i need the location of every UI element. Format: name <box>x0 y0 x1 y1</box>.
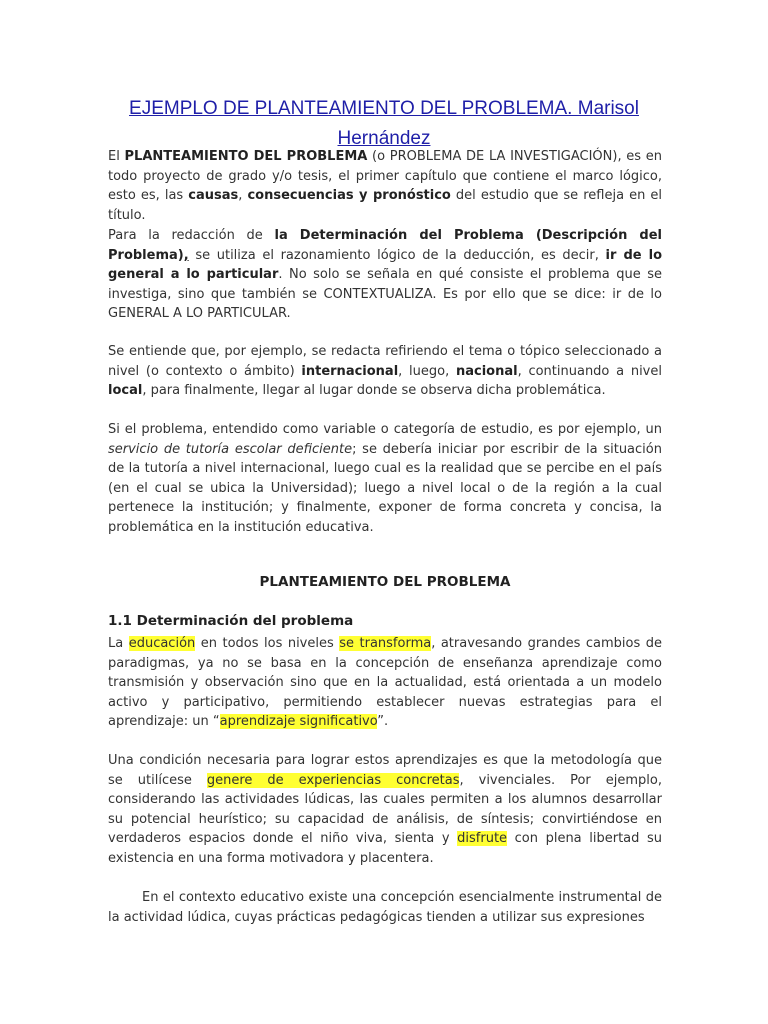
section-heading: PLANTEAMIENTO DEL PROBLEMA <box>259 574 511 590</box>
paragraph-education <box>108 634 662 732</box>
text: en todos los niveles <box>195 636 340 651</box>
text: del estudio que se refleja en el título. <box>108 188 663 223</box>
paragraph-levels <box>108 342 662 401</box>
text: ”. <box>377 714 389 729</box>
bold-text: local <box>108 383 143 398</box>
highlighted-text: se transforma <box>339 636 432 651</box>
text: La <box>108 636 129 651</box>
bold-text: , <box>183 247 189 263</box>
highlighted-text: genere de experiencias concretas <box>206 772 460 788</box>
paragraph-condition <box>108 751 662 868</box>
text: . No solo se señala en qué consiste el problema que se investiga, sino que también se CONTEXTUALIZA. Es por ello que se dice: ir de lo GENERAL A LO PARTICULAR. <box>108 267 662 321</box>
paragraph-context: En el contexto educativo existe una concepción esencialmente instrumental de la actividad lúdica, cuyas prácticas pedagógicas tienden a utilizar sus expresiones <box>108 890 662 925</box>
italic-text: servicio de tutoría escolar deficiente <box>108 441 353 457</box>
paragraph-intro <box>108 147 662 225</box>
bold-text: consecuencias y pronóstico <box>247 188 451 203</box>
bold-text: ir de lo general a lo particular <box>108 247 662 282</box>
text: , <box>238 188 248 203</box>
bold-text: PLANTEAMIENTO DEL PROBLEMA <box>124 149 368 164</box>
text: , atravesando grandes cambios de paradigmas, ya no se basa en la concepción de enseñanza aprendizaje como transmisión y observación sino que en la actualidad, está orientada a un modelo activo y participativo, permitiendo establecer nuevas estrategias para el aprendizaje: un “ <box>108 636 662 729</box>
paragraph-determination <box>108 226 662 324</box>
text: Se entiende que, por ejemplo, se redacta refiriendo el tema o tópico seleccionado a nivel (o contexto o ámbito) <box>108 344 662 379</box>
text: , para finalmente, llegar al lugar donde se observa dicha problemática. <box>142 383 606 398</box>
document-title[interactable]: EJEMPLO DE PLANTEAMIENTO DEL PROBLEMA. Marisol Hernández <box>129 98 639 149</box>
paragraph-example <box>108 420 662 537</box>
text: con plena libertad su existencia en una forma motivadora y placentera. <box>108 831 662 866</box>
highlighted-text: disfrute <box>457 831 508 846</box>
text: Si el problema, entendido como variable o categoría de estudio, es por ejemplo, un <box>108 422 662 437</box>
text: El <box>108 149 125 164</box>
subsection-heading: 1.1 Determinación del problema <box>108 613 354 629</box>
bold-text: nacional <box>455 363 518 379</box>
text: , continuando a nivel <box>517 363 662 379</box>
text: (o PROBLEMA DE LA INVESTIGACIÓN), es en todo proyecto de grado y/o tesis, el primer capítulo que contiene el marco lógico, esto es, las <box>108 149 662 203</box>
bold-text: internacional <box>301 363 399 379</box>
text: ; se debería iniciar por escribir de la situación de la tutoría a nivel internacional, luego cual es la realidad que se percibe en el país (en el cual se ubica la Universidad); luego a nivel local o de la región a la cual pertenece la institución; y finalmente, exponer de forma concreta y concisa, la problemática en la institución educativa. <box>108 441 662 535</box>
text: se utiliza el razonamiento lógico de la deducción, es decir, <box>188 247 606 263</box>
bold-text: la Determinación del Problema (Descripción del Problema) <box>108 228 663 263</box>
text: , vivenciales. Por ejemplo, considerando las actividades lúdicas, las cuales permiten a los alumnos desarrollar su potencial heurístico; su capacidad de análisis, de síntesis; convirtiéndose en verdaderos espacios donde el niño viva, sienta y <box>108 772 663 846</box>
highlighted-text: educación <box>128 636 196 651</box>
text: Para la redacción de <box>108 228 275 243</box>
highlighted-text: aprendizaje significativo <box>219 714 378 729</box>
text: , luego, <box>398 363 456 379</box>
bold-text: causas <box>188 188 239 203</box>
text: Una condición necesaria para lograr estos aprendizajes es que la metodología que se utilícese <box>108 753 662 788</box>
